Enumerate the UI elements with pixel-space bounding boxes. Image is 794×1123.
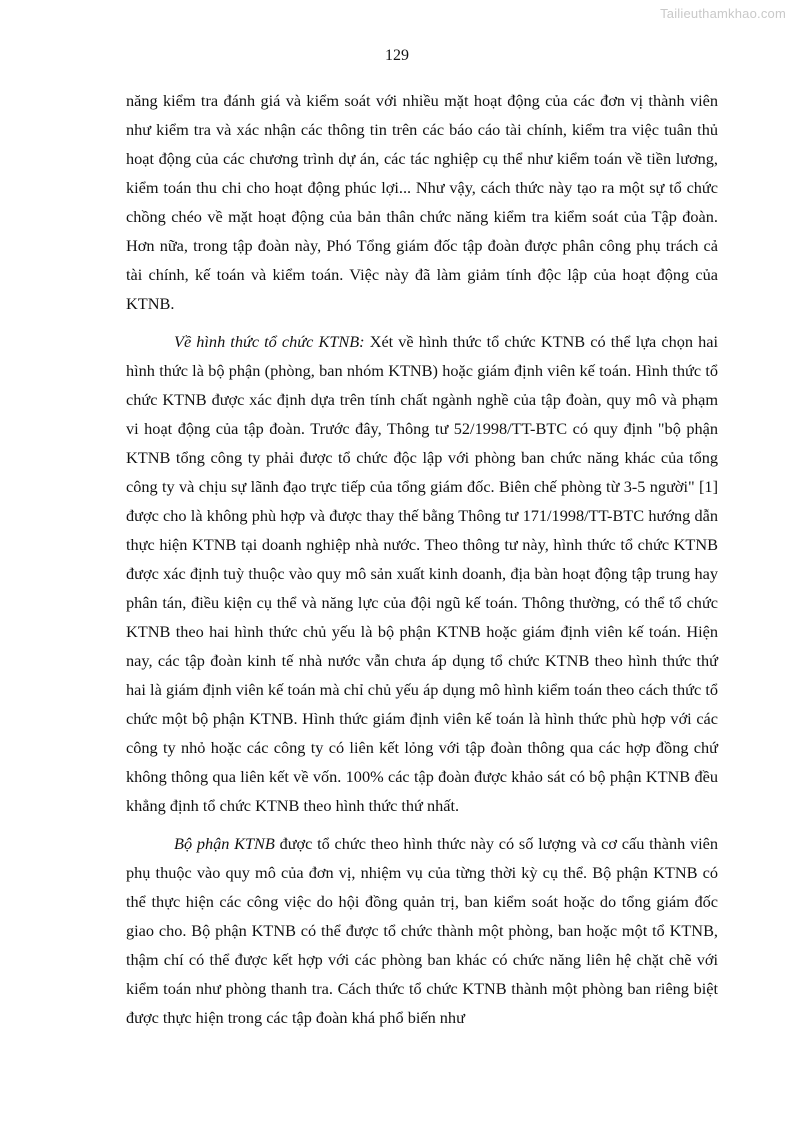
- paragraph-2-heading: Về hình thức tổ chức KTNB:: [174, 332, 365, 351]
- paragraph-3: [126, 829, 718, 1032]
- paragraph-3-text: được tổ chức theo hình thức này có số lượng và cơ cấu thành viên phụ thuộc vào quy mô của đơn vị, nhiệm vụ của từng thời kỳ cụ thể. Bộ phận KTNB có thể thực hiện các công việc do hội đồng quản trị, ban kiểm soát hoặc do tổng giám đốc giao cho. Bộ phận KTNB có thể được tổ chức thành một phòng, ban hoặc một tổ KTNB, thậm chí có thể được kết hợp với các phòng ban khác có chức năng liên hệ chặt chẽ với kiểm toán như phòng thanh tra. Cách thức tổ chức KTNB thành một phòng ban riêng biệt được thực hiện trong các tập đoàn khá phổ biến như: [126, 834, 719, 1027]
- paragraph-1: [126, 86, 718, 318]
- paragraph-2: [126, 327, 718, 820]
- paragraph-1-text: năng kiểm tra đánh giá và kiểm soát với nhiều mặt hoạt động của các đơn vị thành viên như kiểm tra và xác nhận các thông tin trên các báo cáo tài chính, kiểm tra việc tuân thủ hoạt động của các chương trình dự án, các tác nghiệp cụ thể như kiểm toán về tiền lương, kiểm toán thu chi cho hoạt động phúc lợi... Như vậy, cách thức này tạo ra một sự tổ chức chồng chéo về mặt hoạt động của bản thân chức năng kiểm tra kiểm soát của Tập đoàn. Hơn nữa, trong tập đoàn này, Phó Tổng giám đốc tập đoàn được phân công phụ trách cả tài chính, kế toán và kiểm toán. Việc này đã làm giảm tính độc lập của hoạt động của KTNB.: [126, 91, 718, 313]
- paragraph-3-heading: Bộ phận KTNB: [174, 834, 275, 853]
- watermark: Tailieuthamkhao.com: [660, 6, 786, 21]
- page-number: 129: [385, 47, 409, 64]
- document-body: [126, 86, 718, 1041]
- paragraph-2-text: Xét về hình thức tổ chức KTNB có thể lựa chọn hai hình thức là bộ phận (phòng, ban nhóm KTNB) hoặc giám định viên kế toán. Hình thức tổ chức KTNB được xác định dựa trên tính chất ngành nghề của tập đoàn, quy mô và phạm vi hoạt động của tập đoàn. Trước đây, Thông tư 52/1998/TT-BTC có quy định "bộ phận KTNB tổng công ty phải được tổ chức độc lập với phòng ban chức năng khác của tổng công ty và chịu sự lãnh đạo trực tiếp của tổng giám đốc. Biên chế phòng từ 3-5 người" [1] được cho là không phù hợp và được thay thế bằng Thông tư 171/1998/TT-BTC hướng dẫn thực hiện KTNB tại doanh nghiệp nhà nước. Theo thông tư này, hình thức tổ chức KTNB được xác định tuỳ thuộc vào quy mô sản xuất kinh doanh, địa bàn hoạt động tập trung hay phân tán, điều kiện cụ thể và năng lực của đội ngũ kế toán. Thông thường, có thể tổ chức KTNB theo hai hình thức chủ yếu là bộ phận KTNB hoặc giám định viên kế toán. Hiện nay, các tập đoàn kinh tế nhà nước vẫn chưa áp dụng tổ chức KTNB theo hình thức thứ hai là giám định viên kế toán mà chỉ chủ yếu áp dụng mô hình kiểm toán theo cách thức tổ chức một bộ phận KTNB. Hình thức giám định viên kế toán là hình thức phù hợp với các công ty nhỏ hoặc các công ty có liên kết lỏng với tập đoàn thông qua các hợp đồng chứ không thông qua liên kết về vốn. 100% các tập đoàn được khảo sát có bộ phận KTNB đều khẳng định tổ chức KTNB theo hình thức thứ nhất.: [126, 332, 718, 815]
